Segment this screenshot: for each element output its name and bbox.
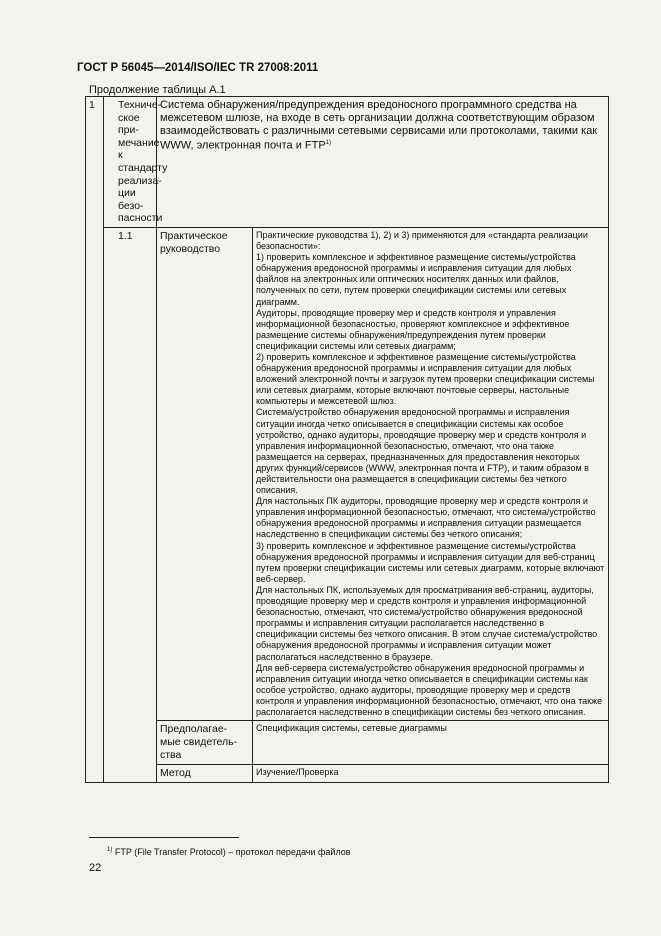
evidence-value: Спецификация системы, сетевые диаграммы — [256, 723, 447, 734]
footnote — [107, 847, 351, 857]
label-line: пасности — [118, 212, 163, 225]
guidance-paragraph: 2) проверить комплексное и эффективное размещение системы/устройства обнаружения вредоносной программы и исправления ситуации для любых вложений электронной почты и загрузок путем проверки спецификации системы или сетевых диаграмм, которые включают почтовые серверы, настольные компьютеры и межсетевой шлюз. — [256, 351, 595, 407]
guidance-paragraph: 3) проверить комплексное и эффективное размещение системы/устройства обнаружения вредоносной программы и исправления ситуации для веб-страниц путем проверки спецификации системы или сетевых диаграмм, которые включают веб-сервер. — [256, 540, 605, 584]
footnote-reference: 1) — [325, 140, 332, 147]
method-label-cell — [157, 765, 253, 783]
label-line: реализа- — [118, 174, 162, 187]
requirements-table — [85, 96, 609, 783]
table-row — [86, 227, 609, 720]
table-row — [86, 765, 609, 783]
row-number: 1 — [89, 99, 95, 111]
label-line: ства — [160, 749, 182, 762]
evidence-label-cell — [157, 721, 253, 765]
guidance-label-cell — [157, 227, 253, 720]
guidance-paragraph: Для настольных ПК, используемых для просматривания веб-страниц, аудиторы, проводящие проверку мер и средств контроля и управления информационной безопасностью, отмечают, что система/устройство обнаружения вредоносной программы и исправления ситуации располагается наследственно в спецификации системы без четкого описания. В этом случае система/устройство обнаружения вредоносной программы и исправления ситуации может располагаться наследственно в браузере. — [256, 584, 598, 662]
footnote-divider — [89, 837, 239, 838]
method-value: Изучение/Проверка — [256, 767, 339, 778]
guidance-paragraph: Система/устройство обнаружения вредоносной программы и исправления ситуации иногда четко описывается в спецификации системы как особое устройство, однако аудиторы, проводящие проверку мер и средств контроля и управления информационной безопасностью, отмечают, что она также размещается на серверах, предназначенных для предоставления некоторых других функций/сервисов (WWW, электронная почта и FTP), и таким образом в действительности она размещается в спецификации системы без четкого описания. — [256, 407, 589, 496]
guidance-paragraph: Для веб-сервера система/устройство обнаружения вредоносной программы и исправления ситуации иногда четко описывается в спецификации системы как особое устройство, однако аудиторы, проводящие проверку мер и средств контроля и управления информационной безопасностью, отмечают, что она также располагается наследственно в спецификации системы без четкого описания. — [256, 662, 603, 717]
page-number: 22 — [89, 862, 102, 874]
method-value-cell — [253, 765, 609, 783]
label-line: Предполагае- — [160, 723, 228, 736]
guidance-label: Практическое руководство — [160, 229, 228, 255]
footnote-mark: 1) — [107, 847, 113, 853]
footnote-text: FTP (File Transfer Protocol) – протокол передачи файлов — [114, 847, 351, 857]
subrow-number-cell — [104, 227, 157, 782]
subrow-number: 1.1 — [118, 229, 133, 242]
table-row — [86, 97, 609, 228]
guidance-text-cell — [253, 227, 609, 720]
row-description: Система обнаружения/предупреждения вредоносного программного средства на межсетевом шлюзе, на входе в сеть организации должна соответствующим образом взаимодействовать с различными сетевыми сервисами или протоколами, такими как WWW, электронная почта и FTP — [160, 99, 598, 153]
label-line: мые свидетель- — [160, 736, 238, 749]
label-line: мечание к — [118, 136, 160, 162]
evidence-value-cell — [253, 721, 609, 765]
method-label: Метод — [160, 767, 191, 780]
guidance-paragraph: 1) проверить комплексное и эффективное размещение системы/устройства обнаружения вредоносной программы и исправления ситуации для любых файлов на электронных или оптических носителях данных или файлов, полученных по сети, путем проверки спецификации системы или сетевых диаграмм. — [256, 252, 576, 307]
table-row — [86, 721, 609, 765]
row-label-cell — [104, 97, 168, 228]
row-description-cell — [157, 97, 609, 228]
guidance-paragraph: Аудиторы, проводящие проверку мер и средств контроля и управления информационной безопасностью, проверяют комплексное и эффективное размещение системы обнаружения/предупреждения путем проверки спецификации системы или сетевых диаграмм; — [256, 307, 570, 351]
label-line: Техниче- — [118, 99, 162, 111]
guidance-paragraph: Для настольных ПК аудиторы, проводящие проверку мер и средств контроля и управления информационной безопасностью, отмечают, что система/устройство обнаружения вредоносной программы и исправления ситуации размещается наследственно в спецификации системы без четкого описания; — [256, 496, 596, 540]
label-line: стандарту — [118, 161, 168, 174]
row-number-cell — [86, 97, 104, 783]
label-line: ское при- — [118, 111, 140, 137]
table-continuation-caption: Продолжение таблицы А.1 — [89, 84, 226, 96]
document-header: ГОСТ Р 56045—2014/ISO/IEC TR 27008:2011 — [77, 62, 319, 74]
label-line: ции безо- — [118, 187, 144, 212]
guidance-paragraph: Практические руководства 1), 2) и 3) применяются для «стандарта реализации безопасности»: — [256, 229, 588, 252]
